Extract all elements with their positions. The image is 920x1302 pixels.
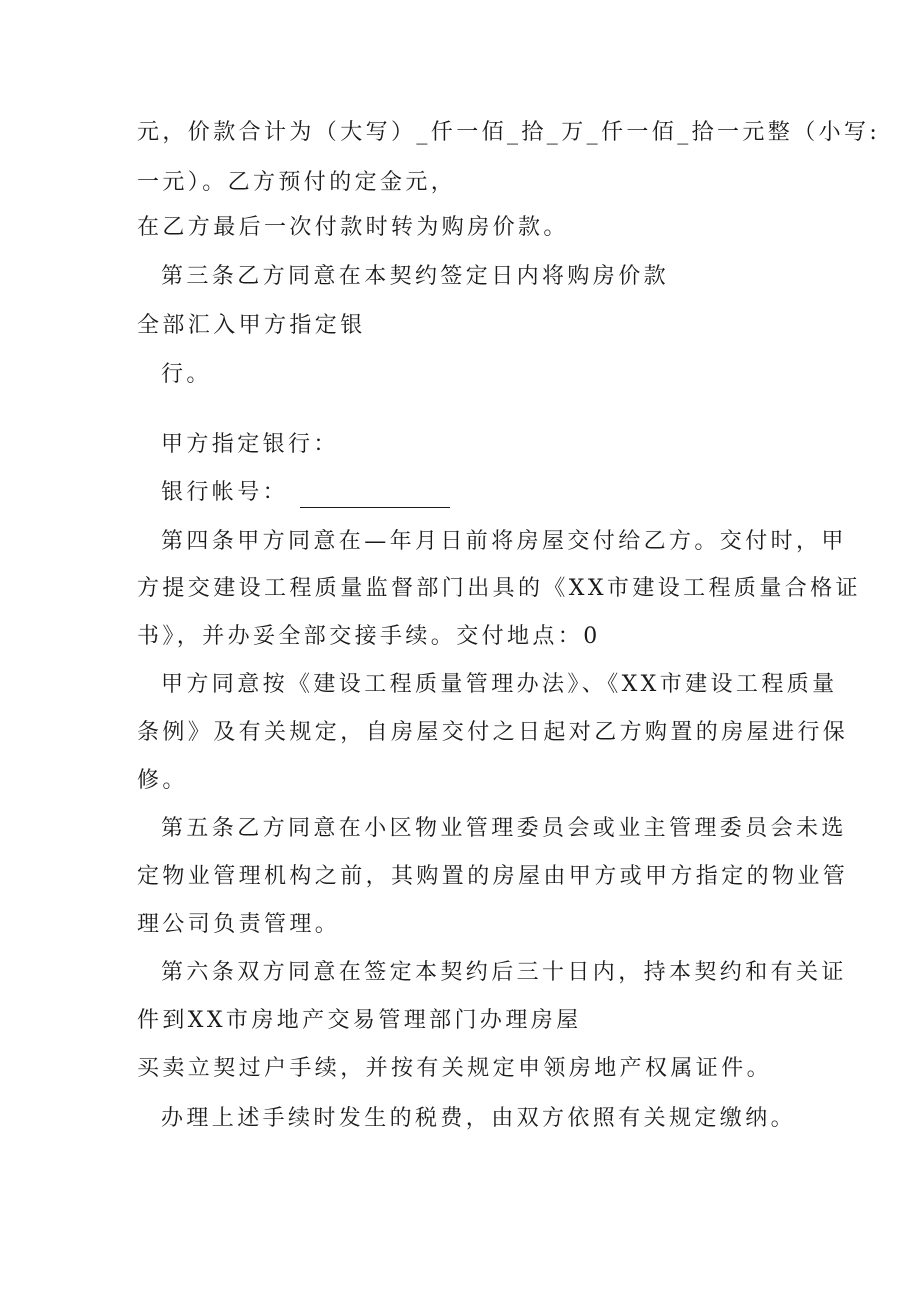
- text-line: 办理上述手续时发生的税费，由双方依照有关规定缴纳。: [161, 1106, 797, 1131]
- text-line: 方提交建设工程质量监督部门出具的《XX市建设工程质量合格证: [137, 576, 861, 601]
- text-line: 件到XX市房地产交易管理部门办理房屋: [137, 1008, 582, 1033]
- text-line: 理公司负责管理。: [137, 912, 341, 937]
- bank-account-label: 银行帐号：: [161, 480, 289, 505]
- text-line: 第五条乙方同意在小区物业管理委员会或业主管理委员会未选: [161, 816, 847, 841]
- text-line: 第三条乙方同意在本契约签定日内将购房价款: [161, 264, 670, 289]
- text-line: 条例》及有关规定，自房屋交付之日起对乙方购置的房屋进行保: [137, 720, 849, 745]
- text-line: 买卖立契过户手续，并按有关规定申领房地产权属证件。: [137, 1056, 773, 1081]
- text-line: 第四条甲方同意在—年月日前将房屋交付给乙方。交付时，甲: [161, 529, 847, 554]
- text-line: 第六条双方同意在签定本契约后三十日内，持本契约和有关证: [161, 960, 847, 985]
- text-line: 甲方指定银行：: [161, 432, 339, 457]
- text-line: 一元）。乙方预付的定金元，: [137, 170, 457, 195]
- text-line: 修。: [137, 768, 188, 793]
- text-line: 书》，并办妥全部交接手续。交付地点：0: [137, 624, 601, 649]
- bank-account-line: [161, 478, 450, 508]
- text-line: 行。: [161, 362, 212, 387]
- text-line: 在乙方最后一次付款时转为购房价款。: [137, 215, 569, 240]
- text-line: 元，价款合计为（大写）_仟一佰_拾_万_仟一佰_拾一元整（小写:: [137, 120, 881, 145]
- text-line: 全部汇入甲方指定银: [137, 313, 366, 338]
- text-line: 甲方同意按《建设工程质量管理办法》、《XX市建设工程质量: [161, 672, 838, 697]
- text-line: 定物业管理机构之前，其购置的房屋由甲方或甲方指定的物业管: [137, 864, 849, 889]
- bank-account-blank: [300, 485, 450, 508]
